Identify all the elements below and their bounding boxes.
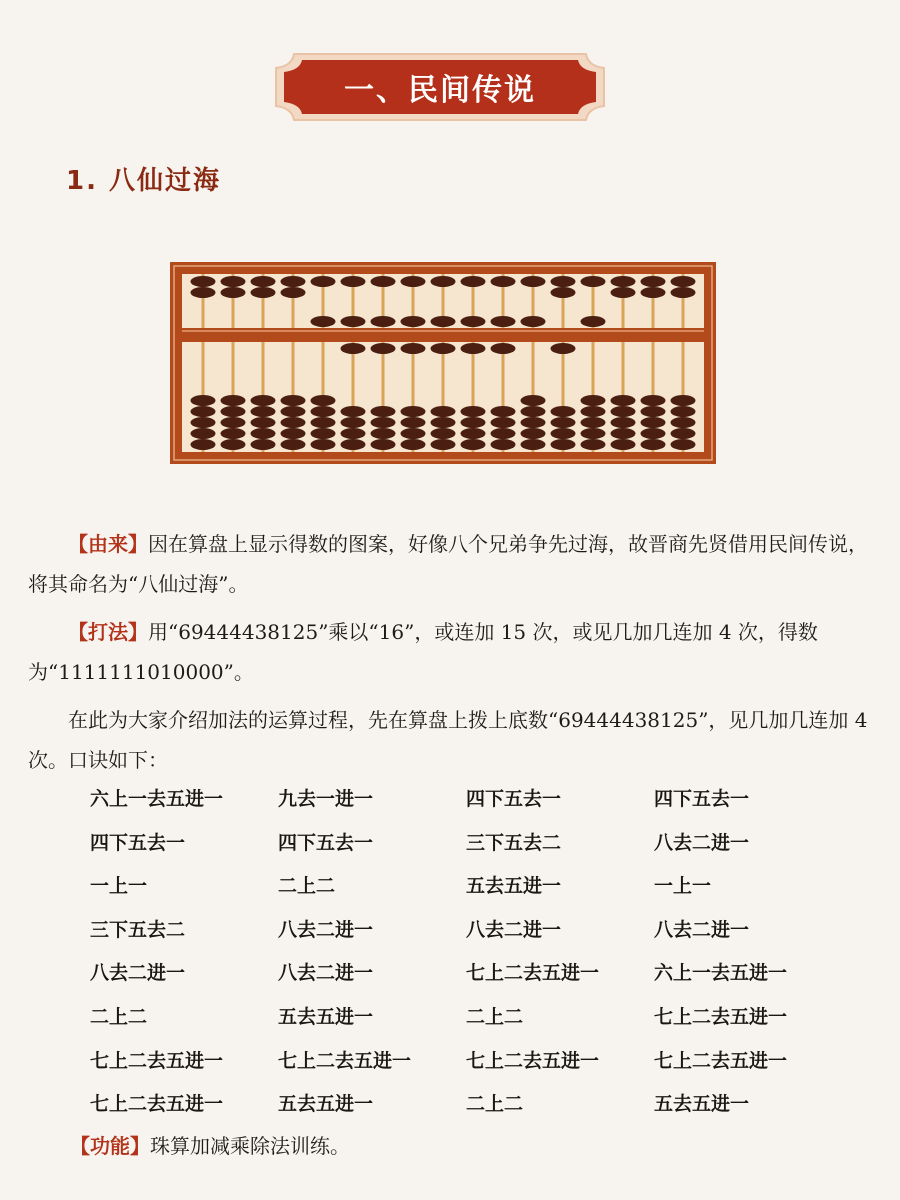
method-text: 用“69444438125”乘以“16”，或连加 15 次，或见几加几连加 4 次，得数为“1111111010000”。: [28, 620, 818, 684]
origin-paragraph: [28, 524, 868, 604]
abacus-bead: [671, 439, 696, 450]
abacus-bead: [491, 417, 516, 428]
abacus-bead: [251, 417, 276, 428]
abacus-bead: [521, 439, 546, 450]
mnemonic-item: 二上二: [466, 1093, 524, 1116]
abacus-bead: [251, 406, 276, 417]
mnemonic-item: 七上二去五进一: [654, 1005, 788, 1028]
abacus-bead: [641, 428, 666, 439]
abacus-bead: [461, 439, 486, 450]
mnemonic-item: 三下五去二: [90, 918, 186, 941]
abacus-bead: [671, 428, 696, 439]
abacus-bead: [521, 276, 546, 287]
abacus-bead: [521, 428, 546, 439]
abacus-bead: [401, 276, 426, 287]
abacus-bead: [581, 428, 606, 439]
abacus-bead: [221, 395, 246, 406]
abacus-bead: [551, 276, 576, 287]
abacus-bead: [671, 417, 696, 428]
abacus-bead: [491, 276, 516, 287]
mnemonic-item: 七上二去五进一: [90, 1093, 224, 1116]
abacus-bead: [521, 417, 546, 428]
mnemonic-item: 四下五去一: [278, 831, 374, 854]
abacus-bead: [281, 428, 306, 439]
mnemonic-item: 五去五进一: [654, 1093, 750, 1116]
abacus-bead: [641, 406, 666, 417]
abacus-bead: [671, 287, 696, 298]
mnemonic-item: 三下五去二: [466, 831, 562, 854]
abacus-bead: [431, 343, 456, 354]
abacus-bead: [191, 287, 216, 298]
abacus-bead: [491, 343, 516, 354]
abacus-bead: [371, 439, 396, 450]
abacus-bead: [491, 439, 516, 450]
abacus-bead: [311, 276, 336, 287]
function-text: 珠算加减乘除法训练。: [150, 1134, 350, 1158]
section-heading: 1. 八仙过海: [66, 166, 222, 196]
mnemonic-item: 八去二进一: [278, 962, 374, 985]
mnemonic-item: 九去一进一: [278, 788, 374, 810]
mnemonic-item: 二上二: [466, 1005, 524, 1028]
abacus-bead: [401, 428, 426, 439]
abacus-bead: [521, 395, 546, 406]
abacus-bead: [581, 316, 606, 327]
abacus-bead: [551, 343, 576, 354]
abacus-bead: [281, 417, 306, 428]
abacus-bead: [221, 417, 246, 428]
mnemonic-item: 七上二去五进一: [278, 1049, 412, 1072]
abacus-bead: [611, 395, 636, 406]
abacus-bead: [431, 428, 456, 439]
method-paragraph: [28, 612, 868, 692]
abacus-bead: [341, 417, 366, 428]
abacus-bead: [251, 428, 276, 439]
mnemonic-item: 四下五去一: [654, 788, 750, 810]
origin-text: 因在算盘上显示得数的图案，好像八个兄弟争先过海，故晋商先贤借用民间传说，将其命名为“八仙过海”。: [28, 532, 868, 596]
abacus-bead: [401, 439, 426, 450]
abacus: [170, 262, 716, 464]
abacus-bead: [371, 406, 396, 417]
abacus-bead: [311, 439, 336, 450]
abacus-bead: [341, 316, 366, 327]
mnemonic-item: 一上一: [654, 875, 712, 898]
abacus-bead: [371, 343, 396, 354]
abacus-bead: [281, 287, 306, 298]
mnemonic-item: 七上二去五进一: [466, 1049, 600, 1072]
mnemonic-item: 六上一去五进一: [654, 962, 788, 985]
abacus-bead: [461, 343, 486, 354]
mnemonic-table: [90, 784, 870, 1133]
abacus-illustration: [170, 262, 716, 468]
method-label: 【打法】: [68, 620, 148, 644]
abacus-bead: [641, 276, 666, 287]
abacus-bead: [251, 287, 276, 298]
abacus-bead: [611, 417, 636, 428]
abacus-bead: [641, 439, 666, 450]
abacus-bead: [221, 287, 246, 298]
mnemonic-item: 八去二进一: [654, 918, 750, 941]
abacus-bead: [371, 316, 396, 327]
abacus-bead: [461, 417, 486, 428]
abacus-bead: [221, 439, 246, 450]
abacus-bead: [311, 316, 336, 327]
abacus-bead: [341, 406, 366, 417]
abacus-bead: [611, 428, 636, 439]
mnemonic-item: 八去二进一: [466, 918, 562, 941]
mnemonic-item: 六上一去五进一: [90, 788, 224, 810]
abacus-bead: [461, 406, 486, 417]
abacus-bead: [521, 406, 546, 417]
abacus-bead: [641, 395, 666, 406]
origin-label: 【由来】: [68, 532, 148, 556]
banner-title: 一、民间传说: [344, 73, 536, 108]
abacus-bead: [401, 406, 426, 417]
abacus-bead: [191, 417, 216, 428]
function-label: 【功能】: [70, 1134, 150, 1158]
abacus-bead: [551, 439, 576, 450]
mnemonic-item: 八去二进一: [278, 918, 374, 941]
function-paragraph: [70, 1126, 860, 1166]
abacus-bead: [491, 428, 516, 439]
abacus-bead: [551, 406, 576, 417]
abacus-bead: [461, 316, 486, 327]
abacus-bead: [641, 417, 666, 428]
abacus-bead: [221, 406, 246, 417]
abacus-bead: [611, 287, 636, 298]
abacus-bead: [311, 428, 336, 439]
mnemonic-item: 七上二去五进一: [90, 1049, 224, 1072]
abacus-bead: [191, 439, 216, 450]
abacus-bead: [521, 316, 546, 327]
abacus-bead: [341, 343, 366, 354]
abacus-bead: [581, 406, 606, 417]
abacus-bead: [251, 439, 276, 450]
abacus-bead: [491, 406, 516, 417]
abacus-bead: [341, 439, 366, 450]
abacus-bead: [281, 406, 306, 417]
mnemonic-item: 七上二去五进一: [654, 1049, 788, 1072]
abacus-bead: [191, 428, 216, 439]
mnemonic-item: 四下五去一: [466, 788, 562, 810]
abacus-bead: [341, 428, 366, 439]
abacus-bead: [551, 428, 576, 439]
abacus-bead: [461, 428, 486, 439]
abacus-bead: [581, 439, 606, 450]
mnemonic-item: 二上二: [278, 875, 336, 898]
abacus-bead: [191, 276, 216, 287]
abacus-bead: [221, 428, 246, 439]
mnemonic-item: 二上二: [90, 1005, 148, 1028]
abacus-bead: [431, 417, 456, 428]
abacus-bead: [611, 439, 636, 450]
abacus-bead: [401, 343, 426, 354]
abacus-bead: [431, 406, 456, 417]
abacus-bead: [551, 287, 576, 298]
abacus-bead: [671, 276, 696, 287]
abacus-bead: [461, 276, 486, 287]
abacus-bead: [281, 439, 306, 450]
abacus-bead: [401, 417, 426, 428]
abacus-bead: [311, 395, 336, 406]
abacus-bead: [581, 395, 606, 406]
abacus-bead: [491, 316, 516, 327]
abacus-bead: [191, 406, 216, 417]
abacus-bead: [581, 276, 606, 287]
mnemonic-item: 八去二进一: [90, 962, 186, 985]
abacus-bead: [281, 276, 306, 287]
abacus-bead: [371, 417, 396, 428]
abacus-bead: [341, 276, 366, 287]
abacus-bead: [611, 276, 636, 287]
mnemonic-item: 一上一: [90, 875, 148, 898]
abacus-bead: [431, 276, 456, 287]
mnemonic-item: 七上二去五进一: [466, 962, 600, 985]
mnemonic-item: 八去二进一: [654, 831, 750, 854]
abacus-bead: [581, 417, 606, 428]
abacus-bead: [431, 439, 456, 450]
process-text: 在此为大家介绍加法的运算过程，先在算盘上拨上底数“69444438125”，见几加几连加 4 次。口诀如下：: [28, 708, 868, 772]
abacus-bead: [251, 395, 276, 406]
abacus-bead: [221, 276, 246, 287]
abacus-bead: [641, 287, 666, 298]
abacus-bead: [251, 276, 276, 287]
abacus-bead: [401, 316, 426, 327]
abacus-bead: [311, 406, 336, 417]
abacus-bead: [671, 406, 696, 417]
abacus-bead: [371, 276, 396, 287]
abacus-bead: [671, 395, 696, 406]
abacus-bead: [281, 395, 306, 406]
mnemonic-item: 四下五去一: [90, 831, 186, 854]
mnemonic-item: 五去五进一: [278, 1005, 374, 1028]
abacus-bead: [611, 406, 636, 417]
abacus-bead: [551, 417, 576, 428]
abacus-bead: [371, 428, 396, 439]
chapter-banner: [272, 50, 608, 124]
process-paragraph: [28, 700, 868, 780]
abacus-bead: [191, 395, 216, 406]
abacus-bead: [431, 316, 456, 327]
mnemonic-item: 五去五进一: [466, 875, 562, 898]
mnemonic-item: 五去五进一: [278, 1093, 374, 1116]
abacus-bead: [311, 417, 336, 428]
